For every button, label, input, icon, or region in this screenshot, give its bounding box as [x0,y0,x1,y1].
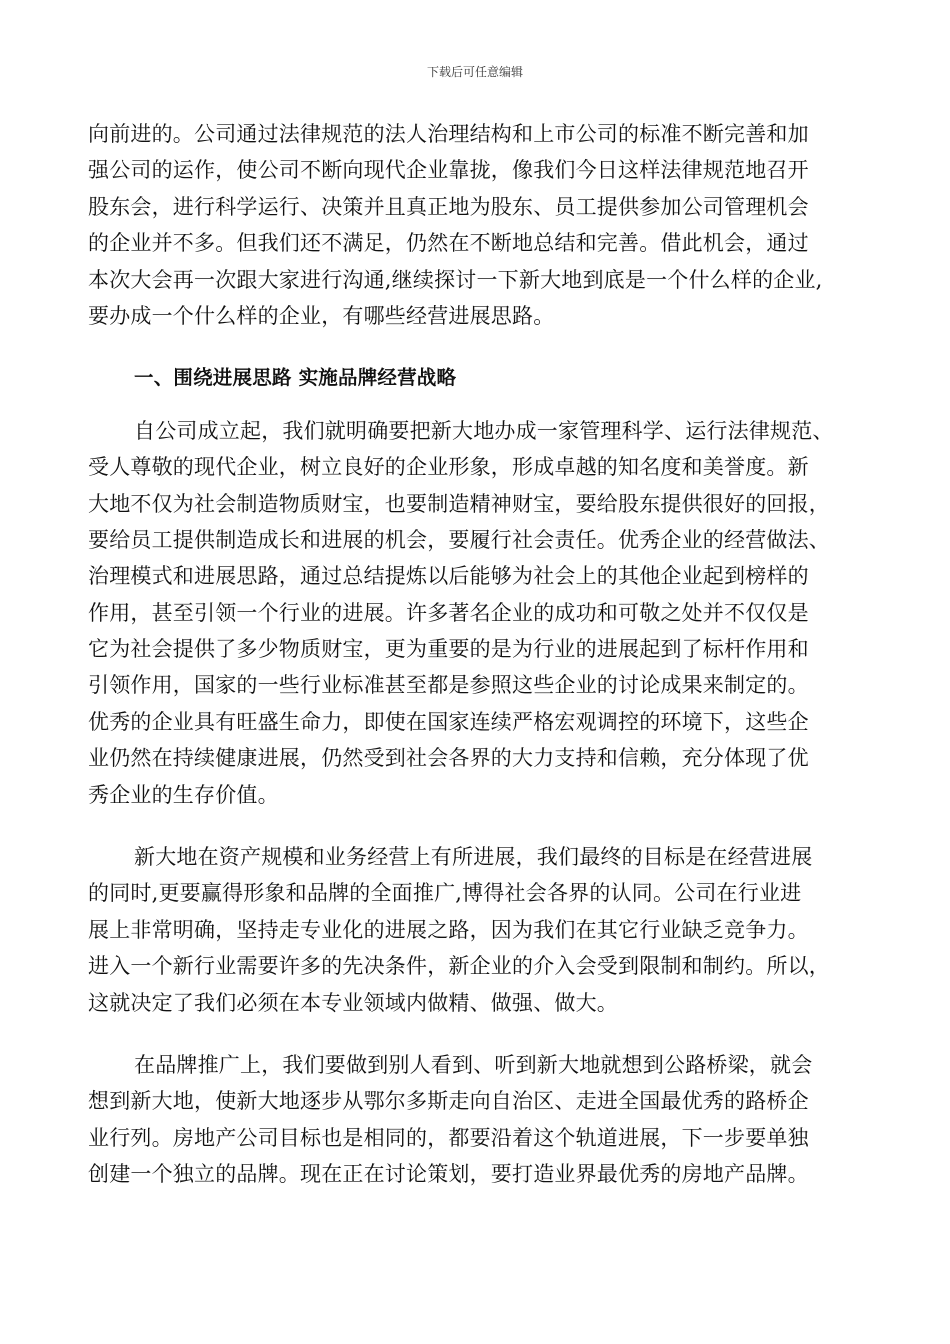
text-line: 强公司的运作，使公司不断向现代企业靠拢，像我们今日这样法律规范地召开 [88,158,809,183]
text-line: 引领作用，国家的一些行业标准甚至都是参照这些企业的讨论成果来制定的。 [88,673,809,698]
text-line: 想到新大地，使新大地逐步从鄂尔多斯走向自治区、走进全国最优秀的路桥企 [88,1089,809,1114]
text-line: 向前进的。公司通过法律规范的法人治理结构和上市公司的标准不断完善和加 [88,122,809,146]
paragraph-brand-promotion [88,1047,878,1193]
text-line: 受人尊敬的现代企业，树立良好的企业形象，形成卓越的知名度和美誉度。新 [88,455,809,480]
text-line: 自公司成立起，我们就明确要把新大地办成一家管理科学、运行法律规范、 [134,418,834,443]
section-heading: 一、围绕进展思路 实施品牌经营战略 [134,366,457,390]
text-line: 要办成一个什么样的企业，有哪些经营进展思路。 [88,303,555,328]
text-line: 新大地在资产规模和业务经营上有所进展，我们最终的目标是在经营进展 [134,845,813,870]
text-line: 作用，甚至引领一个行业的进展。许多著名企业的成功和可敬之处并不仅仅是 [88,600,809,625]
text-line: 要给员工提供制造成长和进展的机会，要履行社会责任。优秀企业的经营做法、 [88,527,830,552]
text-line: 优秀的企业具有旺盛生命力，即使在国家连续严格宏观调控的环境下，这些企 [88,709,809,734]
paragraph-brand-vision [88,413,878,813]
document-body [88,116,878,1193]
text-line: 治理模式和进展思路，通过总结提炼以后能够为社会上的其他企业起到榜样的 [88,564,809,589]
text-line: 业行列。房地产公司目标也是相同的，都要沿着这个轨道进展，下一步要单独 [88,1125,809,1150]
text-line: 业仍然在持续健康进展，仍然受到社会各界的大力支持和信赖，充分体现了优 [88,746,809,771]
text-line: 展上非常明确，坚持走专业化的进展之路，因为我们在其它行业缺乏竞争力。 [88,917,809,942]
text-line: 这就决定了我们必须在本专业领域内做精、做强、做大。 [88,990,618,1015]
text-line: 进入一个新行业需要许多的先决条件，新企业的介入会受到限制和制约。所以， [88,954,830,979]
text-line: 秀企业的生存价值。 [88,782,279,807]
text-line: 股东会，进行科学运行、决策并且真正地为股东、员工提供参加公司管理机会 [88,194,809,219]
text-line: 创建一个独立的品牌。现在正在讨论策划，要打造业界最优秀的房地产品牌。 [88,1162,809,1187]
paragraph-intro [88,116,878,334]
paragraph-specialization [88,839,878,1021]
text-line: 的企业并不多。但我们还不满足，仍然在不断地总结和完善。借此机会，通过 [88,231,809,256]
text-line: 在品牌推广上，我们要做到别人看到、听到新大地就想到公路桥梁，就会 [134,1052,813,1077]
text-line: 它为社会提供了多少物质财宝，更为重要的是为行业的进展起到了标杆作用和 [88,637,809,662]
text-line: 本次大会再一次跟大家进行沟通,继续探讨一下新大地到底是一个什么样的企业, [88,267,823,292]
page-header: 下载后可任意编辑 [426,65,523,79]
text-line: 大地不仅为社会制造物质财宝，也要制造精神财宝，要给股东提供很好的回报， [88,491,830,516]
text-line: 的同时,更要赢得形象和品牌的全面推广,博得社会各界的认同。公司在行业进 [88,881,802,906]
